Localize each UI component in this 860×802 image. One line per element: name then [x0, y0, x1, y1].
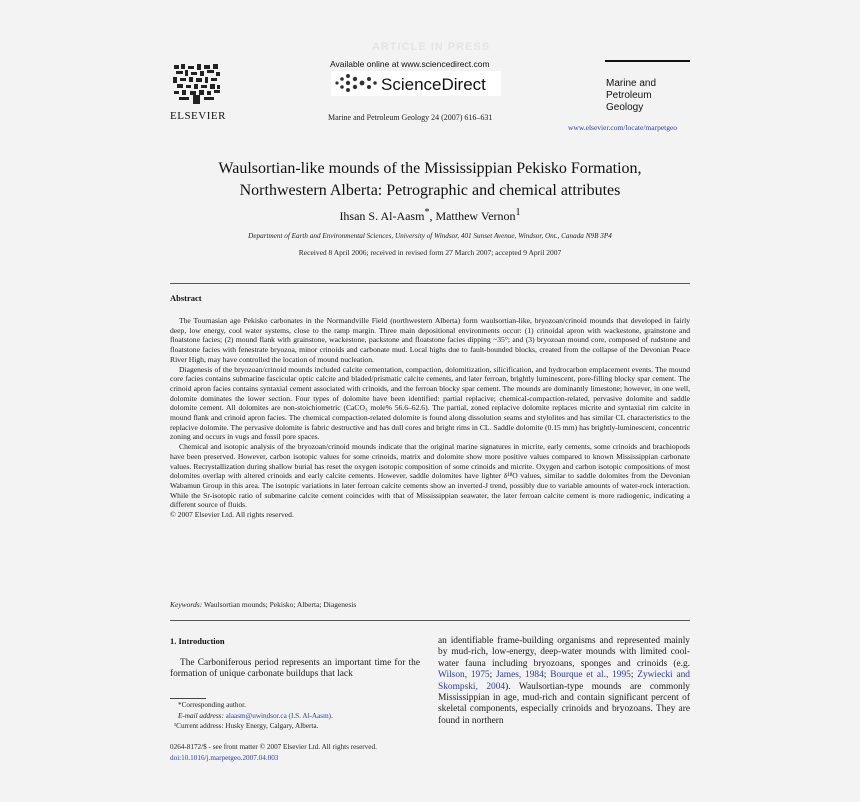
current-address-note: ¹Current address: Husky Energy, Calgary, Alberta.: [174, 722, 319, 730]
author-1-mark: *: [424, 207, 430, 218]
email-link[interactable]: alaasm@uwindsor.ca (I.S. Al-Aasm).: [225, 711, 333, 720]
front-matter-line: 0264-8172/$ - see front matter © 2007 Elsevier Ltd. All rights reserved.: [170, 743, 377, 751]
abstract-heading: Abstract: [170, 293, 202, 303]
author-list: [170, 207, 690, 224]
title-line2: Northwestern Alberta: Petrographic and chemical attributes: [239, 182, 621, 199]
reference-link[interactable]: James, 1984: [496, 670, 544, 681]
intro-right-text-1: an identifiable frame-building organisms and represented mainly by mud-rich, low-energy, deep-water mounds with limited cool-water fauna including bryozoans, sponges and crinoids (e.g.: [438, 636, 690, 669]
corresponding-author-note: *Corresponding author.: [178, 701, 246, 709]
article-footer: [170, 742, 430, 763]
email-note: [170, 711, 420, 722]
intro-left-column: The Carboniferous period represents an important time for the formation of unique carbonate buildups that lack: [170, 658, 420, 680]
abstract-top-rule: [170, 283, 690, 284]
author-2[interactable]: Matthew Vernon: [435, 209, 516, 223]
email-label: E-mail address:: [178, 711, 224, 720]
available-online-text: Available online at www.sciencedirect.com: [330, 59, 490, 69]
abstract-body: [170, 316, 690, 520]
section-heading-introduction: 1. Introduction: [170, 636, 225, 646]
affiliation: Department of Earth and Environmental Sciences, University of Windsor, 401 Sunset Avenue, Windsor, Ont., Canada N9B 3P4: [248, 232, 612, 240]
journal-url-link[interactable]: www.elsevier.com/locate/marpetgeo: [568, 123, 678, 132]
journal-name-line2: Petroleum Geology: [606, 90, 652, 113]
abstract-paragraph-3: Chemical and isotopic analysis of the bryozoan/crinoid mounds indicate that the original marine signatures in micrite, early cements, some crinoids and brachiopods have been preserved. However, carbon isotopic values for some crinoids, matrix and dolomite show more positive values compared to known Mississippian carbonate values. Recrystallization during shallow burial has reset the oxygen isotopic composition of some crinoids and micrite. Oxygen and carbon isotopic compositions of most dolomites overlap with altered crinoids and early calcite cements. However, saddle dolomites have lighter δ¹⁸O values, similar to saddle dolomites from the Devonian Wabamun Group in this area. The isotopic variations in later ferroan calcite cements show an inverted-J trend, possibly due to variable amounts of water-rock interaction. While the Sr-isotopic ratio of submarine calcite cement coincides with that of Mississippian seawater, the later ferroan calcite cement is more radiogenic, indicating a different source of fluids.: [170, 442, 690, 510]
journal-name-line1: Marine and: [606, 78, 657, 89]
footnote-rule: [170, 698, 206, 699]
abstract-paragraph-2: Diagenesis of the bryozoan/crinoid mounds included calcite cementation, compaction, dolomitization, silicification, and hydrocarbon emplacement events. The mound core facies contains submarine fascicular optic calcite and bladed/prismatic calcite cements, and later ferroan, brightly luminescent, pore-filling blocky spar cement. The crinoid apron facies contains syntaxial cement associated with crinoids, and the ferroan blocky spar cement. The mounds are dominantly limestone; however, in one well, dolomite dominates the lower section. Four types of dolomite have been identified: partial replacive; chemical-compaction-related, pervasive dolomite and saddle dolomite cement. All dolomites are non-stoichiometric (CaCO₃ mole% 56.6–62.6). The partial, zoned replacive dolomite replaces micrite and syntaxial rim calcite in mound flank and crinoid apron facies. The chemical compaction-related dolomite is found along dissolution seams and stylolites and has similar CL characteristics to the replacive dolomite. The pervasive dolomite is fabric destructive and has dull cores and bright rims in CL. Saddle dolomite (0.15 mm) has brightly-luminescent, concentric zoning and occurs in vugs and fossil pore spaces.: [170, 364, 690, 442]
reference-link[interactable]: Wilson, 1975: [438, 670, 490, 681]
keywords-bottom-rule: [170, 620, 690, 621]
keywords: [170, 600, 356, 609]
abstract-paragraph-1: The Tournasian age Pekisko carbonates in the Normandville Field (northwestern Alberta) form waulsortian-like, bryozoan/crinoid mounds that developed in fairly deep, low energy, cool water systems, close to the ramp margin. Three main depositional environments occur: (1) crinoidal apron with wackestone, grainstone and floatstone facies; (2) mound flank with grainstone, wackestone, packstone and floatstone facies dipping ~35°; and (3) bryozoan mound core, composed of rudstone and floatstone facies with fenestrate bryozoa, minor crinoids and carbonate mud. Local highs due to fault-bounded blocks, created from the collapse of the Devonian Peace River High, may have controlled the location of mound nucleation.: [170, 316, 690, 364]
author-separator: ,: [429, 209, 436, 223]
keywords-text: Waulsortian mounds; Pekisko; Alberta; Diagenesis: [203, 600, 357, 609]
article-dates: Received 8 April 2006; received in revised form 27 March 2007; accepted 9 April 2007: [298, 248, 562, 257]
reference-link[interactable]: Bourque et al., 1995: [550, 670, 631, 681]
keywords-label: Keywords:: [170, 600, 203, 609]
title-line1: Waulsortian-like mounds of the Mississippian Pekisko Formation,: [218, 160, 642, 177]
sciencedirect-brand: ScienceDirect: [381, 75, 486, 94]
elsevier-tree-logo-icon: [171, 62, 223, 106]
reference-link[interactable]: Zywiecki and Skompski, 2004: [438, 670, 690, 692]
author-1[interactable]: Ihsan S. Al-Aasm: [339, 209, 425, 223]
journal-citation: Marine and Petroleum Geology 24 (2007) 616–631: [328, 113, 493, 122]
doi-link[interactable]: doi:10.1016/j.marpetgeo.2007.04.003: [170, 753, 279, 762]
article-title: [170, 158, 690, 202]
intro-right-text-2: ). Waulsortian-type mounds are commonly Mississippian in age, mud-rich and contain significant percent of skeletal components, especially crinoids and bryozoans. They are found in northern: [438, 681, 690, 726]
author-2-mark: 1: [515, 207, 521, 218]
article-in-press-banner: ARTICLE IN PRESS: [372, 41, 491, 53]
publisher-name: ELSEVIER: [170, 110, 226, 122]
footnotes: [170, 700, 420, 732]
journal-rule: [605, 60, 690, 62]
abstract-copyright: © 2007 Elsevier Ltd. All rights reserved.: [170, 510, 294, 520]
intro-right-column: an identifiable frame-building organisms and represented mainly by mud-rich, low-energy, deep-water mounds with limited cool-water fauna including bryozoans, sponges and crinoids (e.g. Wilson, 1975; James, 1984; Bourque et al., 1995; Zywiecki and Skompski, 2004). Waulsortian-type mounds are commonly Mississippian in age, mud-rich and contain significant percent of skeletal components, especially crinoids and bryozoans. They are found in northern: [438, 636, 690, 726]
journal-name: [606, 78, 690, 114]
